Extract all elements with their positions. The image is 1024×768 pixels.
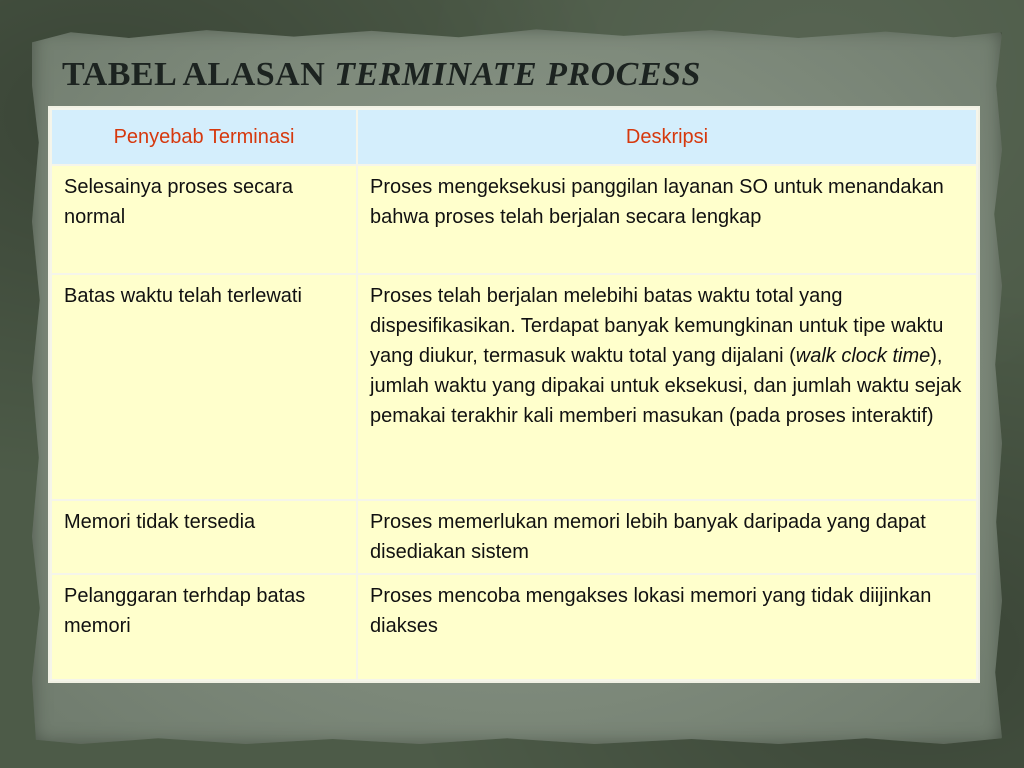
table-row (51, 165, 977, 274)
termination-reasons-table (50, 108, 978, 681)
description-cell: Proses mengeksekusi panggilan layanan SO untuk menandakan bahwa proses telah berjalan secara lengkap (357, 165, 977, 274)
cause-cell: Memori tidak tersedia (51, 500, 357, 574)
header-cause: Penyebab Terminasi (51, 109, 357, 165)
cause-cell: Selesainya proses secara normal (51, 165, 357, 274)
table-row (51, 574, 977, 680)
description-text: ), jumlah waktu yang dipakai untuk eksekusi, dan jumlah waktu sejak pemakai terakhir kali memberi masukan (pada proses interaktif) (370, 345, 962, 427)
description-cell: Proses memerlukan memori lebih banyak daripada yang dapat disediakan sistem (357, 500, 977, 574)
description-cell (357, 274, 977, 500)
header-description: Deskripsi (357, 109, 977, 165)
description-text: Proses telah berjalan melebihi batas waktu total yang dispesifikasikan. Terdapat banyak kemungkinan untuk tipe waktu yang diukur, termasuk waktu total yang dijalani ( (370, 285, 944, 367)
cause-cell: Batas waktu telah terlewati (51, 274, 357, 500)
cause-cell: Pelanggaran terhdap batas memori (51, 574, 357, 680)
slide-title-emph: TERMINATE PROCESS (334, 56, 701, 93)
slide-title-main: TABEL ALASAN (62, 56, 335, 93)
table-row (51, 500, 977, 574)
slide-title (62, 56, 701, 94)
table-header-row (51, 109, 977, 165)
description-cell: Proses mencoba mengakses lokasi memori yang tidak diijinkan diakses (357, 574, 977, 680)
table-row (51, 274, 977, 500)
description-emphasis: walk clock time (795, 345, 931, 367)
